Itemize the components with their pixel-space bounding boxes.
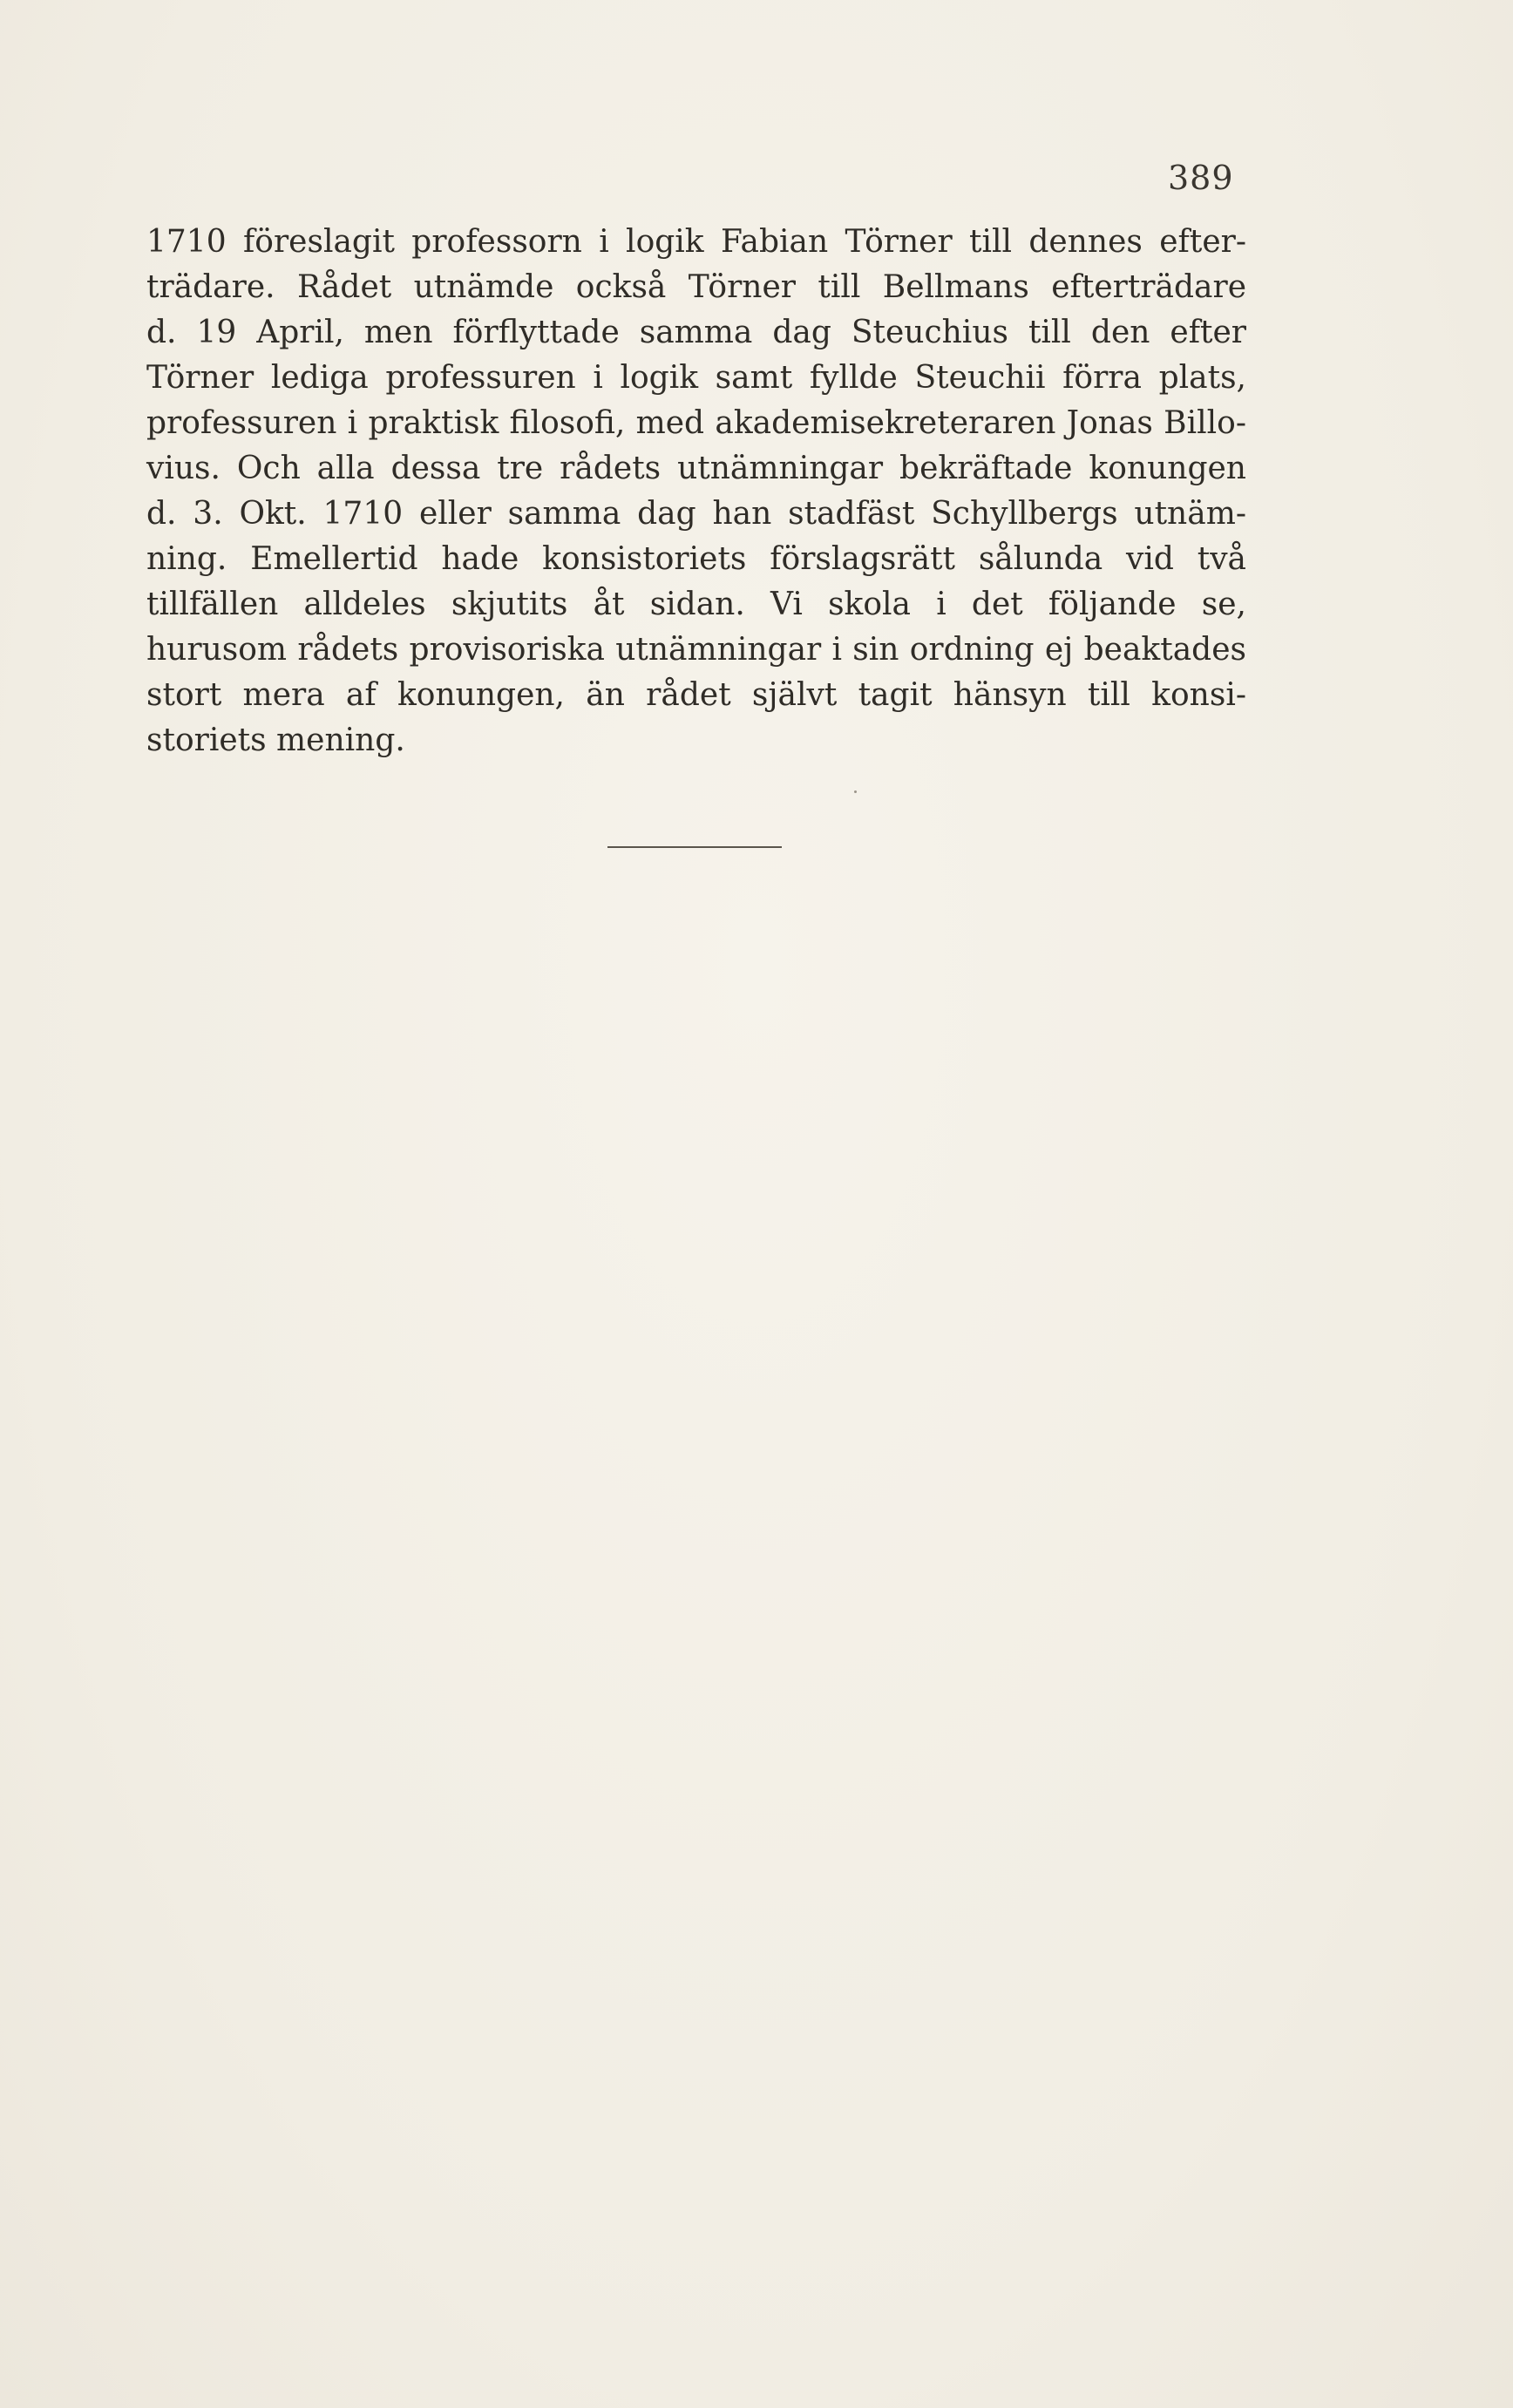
text-line: professuren i praktisk filosofi, med akademisekreteraren Jonas Billo- [146,405,1246,441]
section-divider-rule [607,846,782,848]
text-line: d. 3. Okt. 1710 eller samma dag han stadfäst Schyllbergs utnäm- [146,496,1246,532]
text-line: tillfällen alldeles skjutits åt sidan. Vi skola i det följande se, [146,587,1246,622]
body-paragraph [146,220,1246,763]
text-line: Törner lediga professuren i logik samt fyllde Steuchii förra plats, [146,360,1246,396]
paper-speck [854,790,857,793]
text-line: d. 19 April, men förflyttade samma dag Steuchius till den efter [146,315,1246,350]
page-number: 389 [1168,159,1234,197]
text-line: ning. Emellertid hade konsistoriets förslagsrätt sålunda vid två [146,541,1246,577]
text-line: vius. Och alla dessa tre rådets utnämningar bekräftade konungen [146,451,1246,486]
text-line: hurusom rådets provisoriska utnämningar i sin ordning ej beaktades [146,632,1246,668]
text-line: stort mera af konungen, än rådet självt tagit hänsyn till konsi- [146,677,1246,713]
text-line: trädare. Rådet utnämde också Törner till Bellmans efterträdare [146,269,1246,305]
text-line: storiets mening. [146,722,405,758]
text-line: 1710 föreslagit professorn i logik Fabian Törner till dennes efter- [146,224,1246,260]
